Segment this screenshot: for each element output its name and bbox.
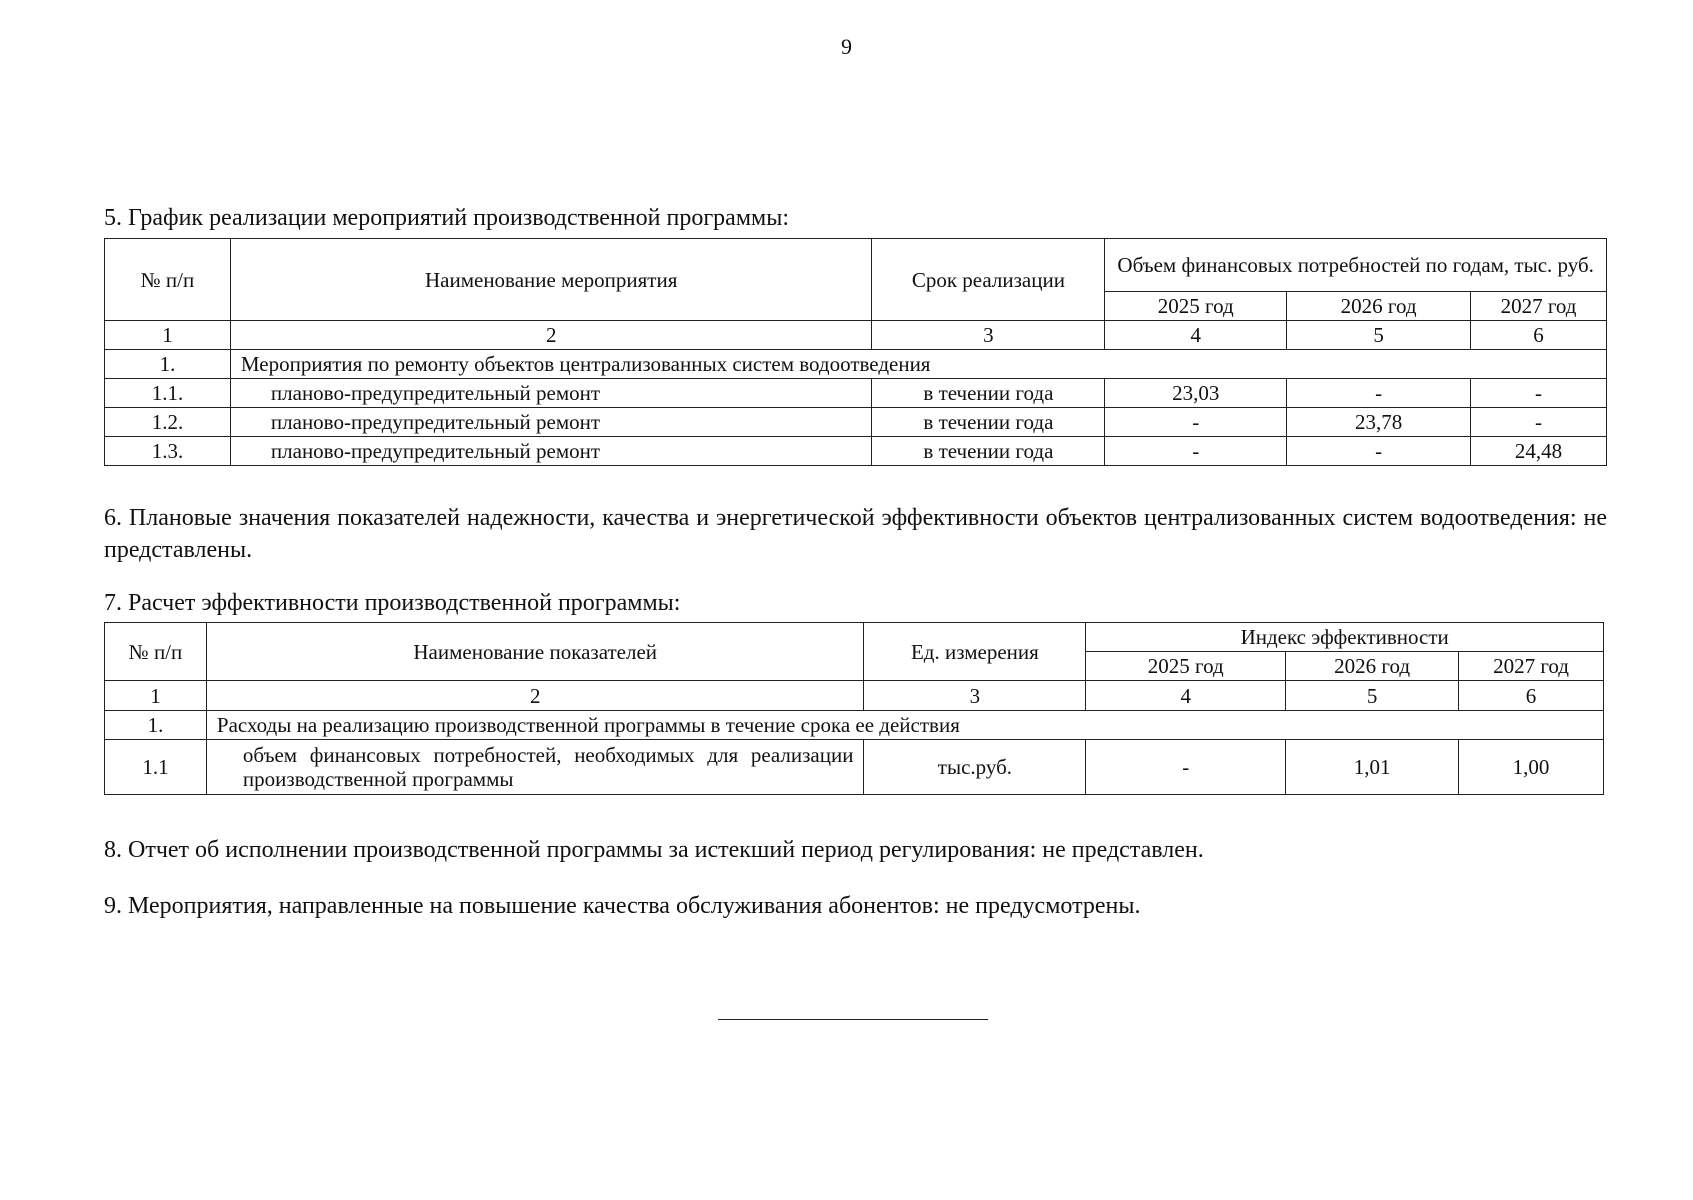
header-index: Индекс эффективности xyxy=(1086,623,1604,652)
closing-rule xyxy=(718,1019,988,1020)
col-number: 1 xyxy=(105,321,231,350)
row-2026: 1,01 xyxy=(1286,740,1459,795)
row-name: планово-предупредительный ремонт xyxy=(230,437,872,466)
row-2027: - xyxy=(1471,408,1607,437)
group-title: Расходы на реализацию производственной программы в течение срока ее действия xyxy=(206,711,1603,740)
col-number: 6 xyxy=(1471,321,1607,350)
row-2026: - xyxy=(1287,379,1471,408)
efficiency-table xyxy=(104,622,1604,795)
row-num: 1.1. xyxy=(105,379,231,408)
col-number: 3 xyxy=(864,681,1086,711)
header-name: Наименование мероприятия xyxy=(230,239,872,321)
col-number: 4 xyxy=(1086,681,1286,711)
row-2026: - xyxy=(1287,437,1471,466)
row-num: 1.2. xyxy=(105,408,231,437)
schedule-table xyxy=(104,238,1607,466)
table-row xyxy=(105,437,1607,466)
row-name: планово-предупредительный ремонт xyxy=(230,408,872,437)
page-number: 9 xyxy=(841,34,852,59)
row-2027: 24,48 xyxy=(1471,437,1607,466)
table-row xyxy=(105,408,1607,437)
section-8-text: 8. Отчет об исполнении производственной программы за истекший период регулирования: не представлен. xyxy=(104,837,1204,863)
col-number: 1 xyxy=(105,681,207,711)
header-year-2026: 2026 год xyxy=(1286,652,1459,681)
row-num: 1.1 xyxy=(105,740,207,795)
group-num: 1. xyxy=(105,711,207,740)
row-2025: - xyxy=(1105,437,1287,466)
row-unit: тыс.руб. xyxy=(864,740,1086,795)
row-2027: 1,00 xyxy=(1459,740,1604,795)
header-year-2026: 2026 год xyxy=(1287,292,1471,321)
col-number: 6 xyxy=(1459,681,1604,711)
section-6-text: 6. Плановые значения показателей надежности, качества и энергетической эффективности объектов централизованных систем водоотведения: не представлены. xyxy=(104,505,1607,563)
group-title: Мероприятия по ремонту объектов централизованных систем водоотведения xyxy=(230,350,1606,379)
row-2025: 23,03 xyxy=(1105,379,1287,408)
section-5-heading: 5. График реализации мероприятий производственной программы: xyxy=(104,205,789,231)
header-name: Наименование показателей xyxy=(206,623,864,681)
header-term: Срок реализации xyxy=(872,239,1105,321)
header-num: № п/п xyxy=(105,623,207,681)
col-number: 3 xyxy=(872,321,1105,350)
row-num: 1.3. xyxy=(105,437,231,466)
group-num: 1. xyxy=(105,350,231,379)
section-7-heading: 7. Расчет эффективности производственной программы: xyxy=(104,590,681,616)
row-name: объем финансовых потребностей, необходимых для реализации производственной программы xyxy=(206,740,864,795)
row-name: планово-предупредительный ремонт xyxy=(230,379,872,408)
section-9-text: 9. Мероприятия, направленные на повышение качества обслуживания абонентов: не предусмотрены. xyxy=(104,893,1141,919)
col-number: 2 xyxy=(230,321,872,350)
row-2025: - xyxy=(1086,740,1286,795)
row-term: в течении года xyxy=(872,437,1105,466)
header-unit: Ед. измерения xyxy=(864,623,1086,681)
header-num: № п/п xyxy=(105,239,231,321)
row-2026: 23,78 xyxy=(1287,408,1471,437)
col-number: 5 xyxy=(1286,681,1459,711)
row-term: в течении года xyxy=(872,408,1105,437)
table-row xyxy=(105,740,1604,795)
col-number: 2 xyxy=(206,681,864,711)
header-year-2027: 2027 год xyxy=(1459,652,1604,681)
table-row xyxy=(105,379,1607,408)
col-number: 4 xyxy=(1105,321,1287,350)
header-year-2027: 2027 год xyxy=(1471,292,1607,321)
row-2025: - xyxy=(1105,408,1287,437)
header-year-2025: 2025 год xyxy=(1086,652,1286,681)
header-finance: Объем финансовых потребностей по годам, тыс. руб. xyxy=(1105,239,1607,292)
header-year-2025: 2025 год xyxy=(1105,292,1287,321)
col-number: 5 xyxy=(1287,321,1471,350)
row-term: в течении года xyxy=(872,379,1105,408)
row-2027: - xyxy=(1471,379,1607,408)
